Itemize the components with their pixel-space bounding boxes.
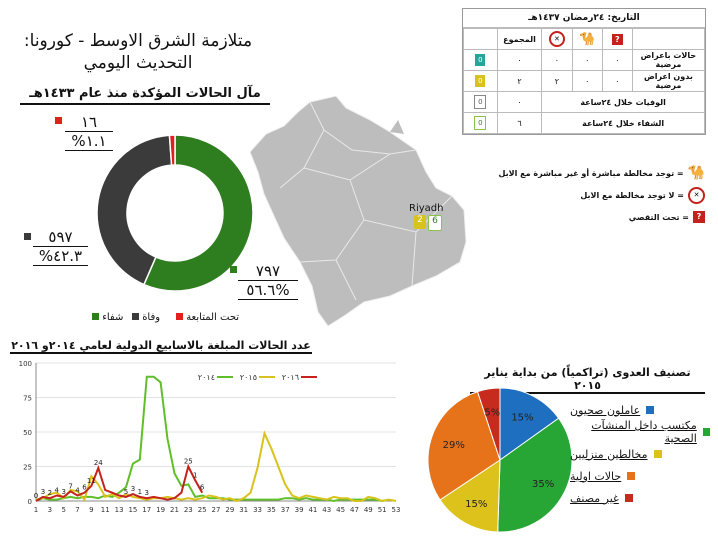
data-label: 11	[86, 476, 96, 485]
legend-deaths-swatch	[132, 313, 139, 320]
key-no-camel-text: = لا توجد مخالطة مع الابل	[580, 190, 684, 200]
data-label: 3	[144, 489, 150, 498]
x-tick-label: 49	[363, 506, 373, 514]
row-icon-cell	[464, 113, 498, 134]
pie-legend-swatch	[654, 450, 662, 458]
header-blank	[632, 29, 704, 50]
pie-legend-swatch	[703, 428, 710, 436]
legend-follow-swatch	[176, 313, 183, 320]
title-line-1: متلازمة الشرق الاوسط - كورونا:	[23, 31, 253, 51]
no-camel-header	[542, 29, 572, 50]
map-badge-symptomatic: 2	[414, 215, 426, 229]
unknown-icon: ?	[612, 34, 623, 45]
x-tick-label: 39	[294, 506, 304, 514]
pie-legend-item	[570, 443, 710, 465]
key-no-camel	[490, 184, 705, 206]
legend-recovered-swatch	[92, 313, 99, 320]
map-city-label: Riyadh	[409, 203, 444, 214]
map-islet	[390, 120, 404, 134]
pie-legend-swatch	[646, 406, 654, 414]
legend-label: ٢٠١٤	[197, 373, 215, 382]
row-no-contact: ٠	[542, 50, 572, 71]
deaths-count: ٥٩٧	[33, 228, 88, 247]
map-badge-recovered: 6	[428, 215, 442, 231]
pie-slice-label: 5%	[484, 407, 501, 419]
info-date: التاريخ: ٢٤رمضان ١٤٣٧هـ	[463, 9, 705, 28]
row-camel: ٠	[572, 71, 602, 92]
follow-square	[55, 117, 62, 124]
data-label: 3	[40, 487, 46, 496]
x-tick-label: 13	[114, 506, 124, 514]
data-label: 4	[75, 486, 80, 495]
line-chart	[18, 355, 403, 523]
row-no-contact: ٢	[542, 71, 572, 92]
no-camel-icon: ✕	[688, 187, 705, 204]
pie-legend-item	[570, 487, 710, 509]
symptomatic-icon: 0	[475, 54, 485, 66]
row-unknown: ٠	[602, 71, 632, 92]
row-label: الشفاء خلال ٢٤ساعة	[542, 113, 705, 134]
pie-legend-item	[570, 399, 710, 421]
data-label: 1	[192, 471, 198, 480]
row-camel: ٠	[572, 50, 602, 71]
x-tick-label: 15	[128, 506, 138, 514]
unknown-icon: ?	[693, 211, 705, 223]
x-tick-label: 31	[239, 506, 249, 514]
row-icon-cell	[464, 92, 498, 113]
x-tick-label: 21	[170, 506, 179, 514]
pie-legend-item	[570, 421, 710, 443]
legend-recovered	[92, 312, 123, 323]
follow-pct: ١.١%	[65, 132, 113, 151]
table-row	[464, 92, 705, 113]
row-icon-cell	[464, 50, 498, 71]
row-value: ٦	[497, 113, 541, 134]
data-label: 24	[93, 458, 103, 467]
row-total: ٢	[497, 71, 541, 92]
deaths-square	[24, 233, 31, 240]
legend-deaths-label: وفاة	[142, 312, 161, 323]
x-tick-label: 29	[225, 506, 235, 514]
row-total: ٠	[497, 50, 541, 71]
data-label: 7	[68, 482, 73, 491]
table-row	[464, 71, 705, 92]
pie-legend-label: مخالطين منزليين	[570, 447, 648, 461]
x-tick-label: 51	[377, 506, 387, 514]
total-header: المجموع	[497, 29, 541, 50]
header-blank-2	[464, 29, 498, 50]
key-camel	[490, 162, 705, 184]
data-label: 4	[54, 486, 60, 495]
y-tick-label: 50	[23, 429, 32, 437]
infection-pie-chart	[425, 385, 575, 535]
pie-legend-label: حالات اولية	[570, 469, 622, 483]
x-tick-label: 7	[75, 506, 80, 514]
y-tick-label: 75	[23, 394, 32, 403]
x-tick-label: 23	[183, 506, 193, 514]
pie-legend-label: عاملون صحيون	[570, 403, 641, 417]
pie-legend-label: مكتسب داخل المنشآت الصحية	[591, 419, 697, 445]
donut-title: مآل الحالات المؤكدة منذ عام ١٤٣٣هـ	[20, 86, 270, 105]
data-label: 3	[130, 485, 136, 494]
recovered-icon: 0	[474, 116, 486, 130]
unknown-header	[602, 29, 632, 50]
x-tick-label: 45	[336, 506, 346, 514]
info-header-row	[464, 29, 705, 50]
pie-legend-label: غير مصنف	[570, 491, 619, 505]
x-tick-label: 1	[33, 506, 39, 514]
camel-icon: 🐪	[687, 165, 705, 181]
pie-chart-title: تصنيف العدوى (تراكمياً) من بداية يناير ٢٠١٥	[470, 366, 705, 394]
legend-follow-label: تحت المتابعة	[186, 312, 240, 323]
x-tick-label: 3	[47, 506, 53, 514]
pie-slice-label: 35%	[532, 479, 555, 491]
pie-legend-swatch	[627, 472, 635, 480]
x-tick-label: 25	[197, 506, 207, 514]
row-label: حالات باعراض مرضية	[632, 50, 704, 71]
series-line-1	[33, 433, 396, 501]
row-icon-cell	[464, 71, 498, 92]
legend-follow	[176, 312, 239, 323]
legend-deaths	[132, 312, 160, 323]
info-table-box	[462, 8, 706, 135]
data-label: 2	[47, 489, 53, 498]
deaths-pct: ٤٢.٣%	[33, 247, 88, 266]
x-tick-label: 11	[100, 506, 110, 514]
y-tick-label: 100	[18, 360, 32, 368]
no-camel-icon: ✕	[549, 31, 565, 47]
recovered-pct: %٥٦.٦	[238, 281, 298, 300]
pie-legend-item	[570, 465, 710, 487]
data-label: 6	[82, 483, 87, 492]
title-line-2: التحديث اليومي	[83, 53, 193, 73]
follow-count: ١٦	[65, 113, 113, 132]
x-tick-label: 9	[89, 506, 94, 514]
x-tick-label: 35	[266, 506, 276, 514]
camel-icon: 🐪	[579, 31, 596, 47]
data-label: 6	[199, 483, 205, 492]
camel-header	[572, 29, 602, 50]
table-row	[464, 50, 705, 71]
info-table	[463, 28, 705, 134]
x-tick-label: 37	[280, 506, 290, 514]
table-row	[464, 113, 705, 134]
row-label: الوفيات خلال ٢٤ساعة	[542, 92, 705, 113]
x-tick-label: 17	[142, 506, 152, 514]
row-unknown: ٠	[602, 50, 632, 71]
deaths-label	[33, 228, 88, 266]
data-label: 5	[123, 487, 129, 496]
row-label: بدون اعراض مرضية	[632, 71, 704, 92]
deaths-icon: 0	[474, 95, 486, 109]
recovered-count: ٧٩٧	[238, 262, 298, 281]
key-unknown	[490, 206, 705, 228]
pie-legend-swatch	[625, 494, 633, 502]
key-camel-text: = توجد مخالطة مباشرة أو غير مباشرة مع الابل	[498, 168, 684, 178]
pie-slice-label: 15%	[465, 498, 488, 510]
x-tick-label: 33	[253, 506, 262, 514]
x-tick-label: 27	[211, 506, 221, 514]
pie-slice-label: 15%	[511, 412, 534, 424]
page-title	[8, 30, 268, 74]
key-unknown-text: = تحت التقصي	[628, 212, 689, 222]
pie-slice-label: 29%	[442, 439, 465, 451]
recovered-square	[230, 266, 237, 273]
line-chart-title: عدد الحالات المبلغة بالاسابيع الدولية لعامي ٢٠١٤و ٢٠١٦	[11, 339, 311, 352]
y-tick-label: 25	[23, 463, 32, 472]
x-tick-label: 19	[156, 506, 166, 514]
data-label: 0	[33, 492, 39, 500]
row-value: ٠	[497, 92, 541, 113]
data-label: 25	[183, 457, 193, 466]
x-tick-label: 47	[350, 506, 359, 514]
icon-key	[490, 162, 705, 228]
x-tick-label: 43	[322, 506, 332, 514]
asymptomatic-icon: 0	[475, 75, 485, 87]
pie-legend	[570, 399, 710, 509]
data-label: 3	[61, 487, 66, 496]
legend-recovered-label: شفاء	[102, 312, 124, 323]
data-label: 1	[137, 487, 143, 496]
x-tick-label: 41	[308, 506, 318, 514]
x-tick-label: 5	[61, 506, 66, 514]
follow-label	[65, 113, 113, 151]
x-tick-label: 53	[391, 506, 401, 514]
y-tick-label: 0	[27, 498, 32, 506]
legend-label: ٢٠١٥	[239, 373, 257, 382]
legend-label: ٢٠١٦	[281, 373, 299, 382]
